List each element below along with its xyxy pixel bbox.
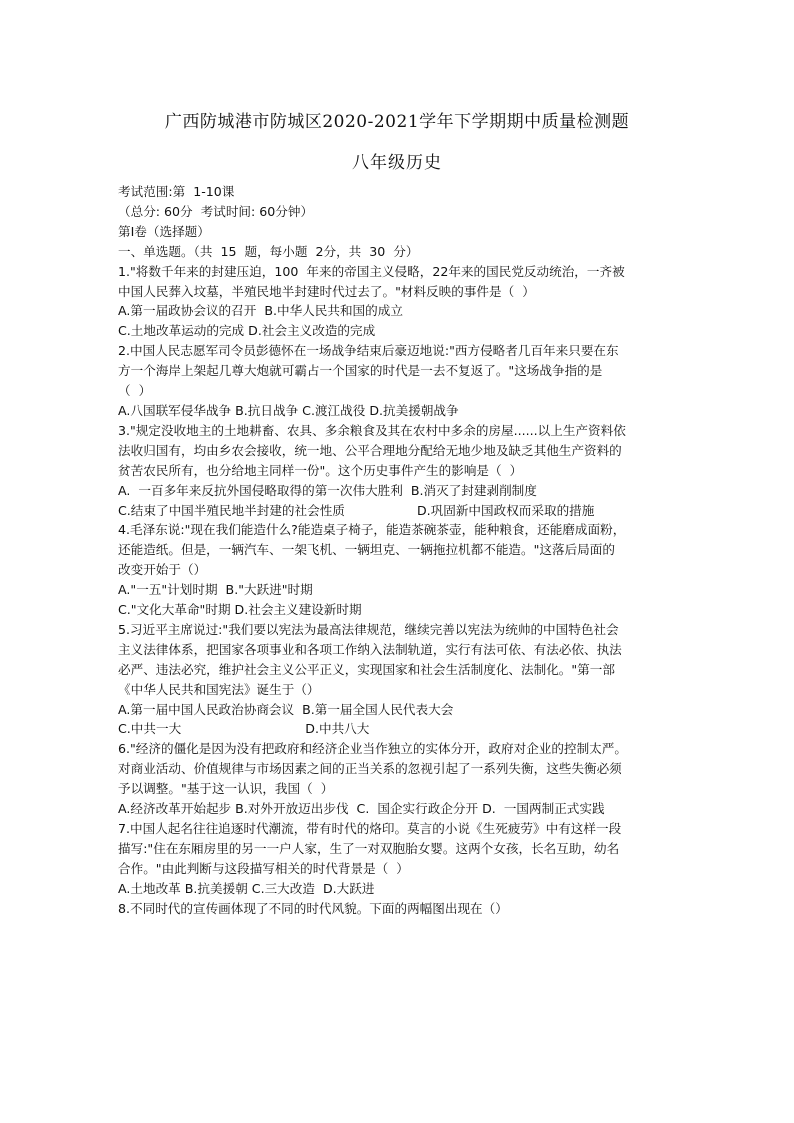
question-text: 1."将数千年来的封建压迫，100 年来的帝国主义侵略，22年来的国民党反动统治，一齐被 [118,263,625,279]
question-text: 法收归国有，均由乡农会接收，统一地、公平合理地分配给无地少地及缺乏其他生产资料的 [118,442,622,458]
question-5 [118,620,678,739]
answer-options: A.第一届中国人民政治协商会议 B.第一届全国人民代表大会 [118,701,454,717]
question-text: 2.中国人民志愿军司令员彭德怀在一场战争结束后豪迈地说:"西方侵略者几百年来只要在东 [118,343,619,359]
question-text: 描写:"住在东厢房里的另一一户人家，生了一对双胞胎女婴。这两个女孩，长名互助，幼名 [118,840,620,856]
question-text: 还能造纸。但是，一辆汽车、一架飞机、一辆坦克、一辆拖拉机都不能造。"这落后局面的 [118,542,615,558]
question-text: 4.毛泽东说:"现在我们能造什么?能造桌子椅子，能造茶碗茶壶，能种粮食，还能磨成面粉， [118,522,626,538]
question-text: 必严、违法必究，维护社会主义公平正义，实现国家和社会生活制度化、法制化。"第一部 [118,661,615,677]
question-text: 主义法律体系，把国家各项事业和各项工作纳入法制轨道，实行有法可依、有法必依、执法 [118,641,622,657]
question-text: 改变开始于（） [118,562,207,578]
question-text: 《中华人民共和国宪法》诞生于（） [118,681,320,697]
question-4 [118,520,678,620]
question-text: 6."经济的僵化是因为没有把政府和经济企业当作独立的实体分开，政府对企业的控制太严。 [118,741,627,757]
question-6 [118,739,678,819]
section-heading: 一、单选题。（共 15 题，每小题 2分，共 30 分） [118,243,419,259]
answer-options: A.土地改革 B.抗美援朝 C.三大改造 D.大跃进 [118,880,375,896]
question-text: 3."规定没收地主的土地耕畜、农具、多余粮食及其在农村中多余的房屋......以上生产资料依 [118,422,626,438]
question-text: 对商业活动、价值规律与市场因素之间的正当关系的忽视引起了一系列失衡，这些失衡必须 [118,761,622,777]
question-text: 中国人民葬入坟墓，半殖民地半封建时代过去了。"材料反映的事件是（ ） [118,283,535,299]
answer-options: A.第一届政协会议的召开 B.中华人民共和国的成立 [118,303,403,319]
exam-title: 广西防城港市防城区2020-2021学年下学期期中质量检测题 [164,112,630,132]
exam-body [118,182,678,919]
question-7 [118,819,678,899]
question-1 [118,262,678,342]
question-text: 方一个海岸上架起几尊大炮就可霸占一个国家的时代是一去不复返了。"这场战争指的是 [118,363,603,379]
answer-options: C.土地改革运动的完成 D.社会主义改造的完成 [118,323,376,339]
answer-options: C.中共一大 D.中共八大 [118,721,370,737]
question-text: 8.不同时代的宣传画体现了不同的时代风貌。下面的两幅图出现在（） [118,900,508,916]
question-text: 予以调整。"基于这一认识，我国（ ） [118,781,334,797]
question-text: 5.习近平主席说过:"我们要以宪法为最高法律规范，继续完善以宪法为统帅的中国特色社会 [118,621,619,637]
answer-options: C.结束了中国半殖民地半封建的社会性质 D.巩固新中国政权而采取的措施 [118,502,595,518]
question-text: 贫苦农民所有，也分给地主同样一份"。这个历史事件产生的影响是（ ） [118,462,523,478]
score-time: （总分: 60分 考试时间: 60分钟） [118,203,314,219]
question-8 [118,899,678,919]
question-3 [118,421,678,521]
question-2 [118,341,678,421]
question-text: 7.中国人起名往往追逐时代潮流，带有时代的烙印。莫言的小说《生死疲劳》中有这样一段 [118,821,622,836]
question-text: （ ） [118,383,152,399]
answer-options: A. 一百多年来反抗外国侵略取得的第一次伟大胜利 B.消灭了封建剥削制度 [118,482,537,498]
question-text: 合作。"由此判断与这段描写相关的时代背景是（ ） [118,860,409,876]
answer-options: A."一五"计划时期 B."大跃进"时期 [118,582,313,598]
exam-subject: 八年级历史 [352,153,442,173]
answer-options: C."文化大革命"时期 D.社会主义建设新时期 [118,602,362,618]
volume-heading: 第Ⅰ卷（选择题） [118,223,210,239]
exam-scope: 考试范围:第 1-10课 [118,184,235,199]
answer-options: A.经济改革开始起步 B.对外开放迈出步伐 C. 国企实行政企分开 D. 一国两制正式实践 [118,801,605,817]
answer-options: A.八国联军侵华战争 B.抗日战争 C.渡江战役 D.抗美援朝战争 [118,402,459,418]
